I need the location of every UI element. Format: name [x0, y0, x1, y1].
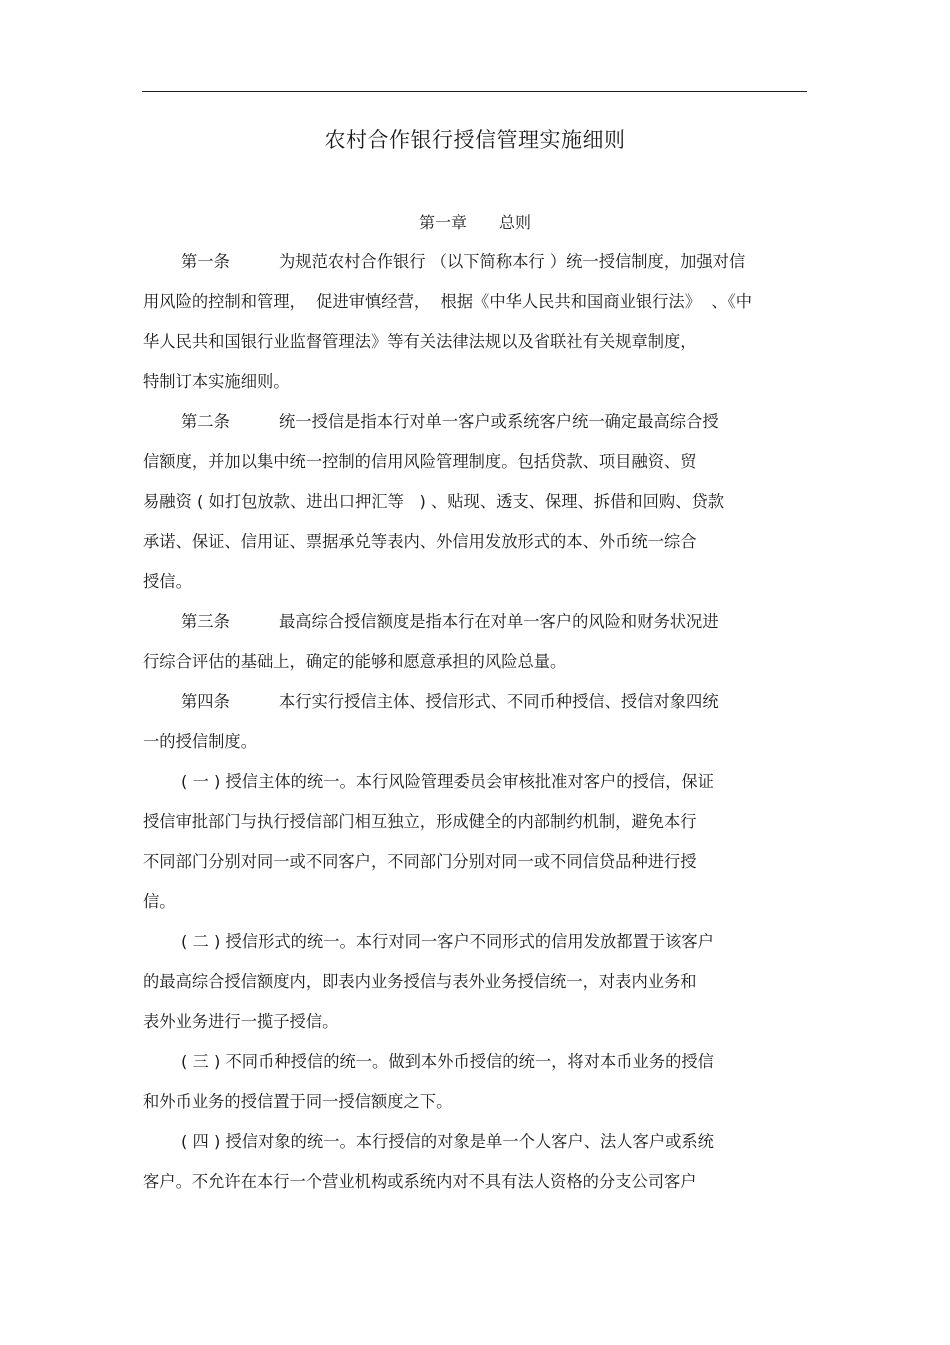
article-4-line-1: 第四条 本行实行授信主体、授信形式、不同币种授信、授信对象四统	[181, 692, 719, 711]
document-title: 农村合作银行授信管理实施细则	[324, 128, 626, 152]
item-1-line-2: 授信审批部门与执行授信部门相互独立，形成健全的内部制约机制，避免本行	[143, 812, 697, 831]
item-3-line-2: 和外币业务的授信置于同一授信额度之下。	[143, 1092, 453, 1111]
article-2-label: 第二条	[181, 412, 230, 431]
article-3-line-1: 第三条 最高综合授信额度是指本行在对单一客户的风险和财务状况进	[181, 612, 719, 631]
article-2-line-5: 授信。	[143, 572, 192, 591]
chapter-number: 第一章	[418, 213, 467, 232]
article-2-line-2: 信额度，并加以集中统一控制的信用风险管理制度。包括贷款、项目融资、贸	[143, 452, 697, 471]
article-2-line-4: 承诺、保证、信用证、票据承兑等表内、外信用发放形式的本、外币统一综合	[143, 532, 697, 551]
item-2-line-2: 的最高综合授信额度内，即表内业务授信与表外业务授信统一，对表内业务和	[143, 972, 697, 991]
item-2-line-3: 表外业务进行一揽子授信。	[143, 1012, 339, 1031]
item-1-line-1: ( 一 ) 授信主体的统一。本行风险管理委员会审核批准对客户的授信，保证	[181, 772, 714, 791]
article-2-line-3: 易融资 ( 如打包放款、进出口押汇等 ) 、贴现、透支、保理、拆借和回购、贷款	[143, 492, 725, 511]
item-3-line-1: ( 三 ) 不同币种授信的统一。做到本外币授信的统一，将对本币业务的授信	[181, 1052, 714, 1071]
article-2-line-1: 第二条 统一授信是指本行对单一客户或系统客户统一确定最高综合授	[181, 412, 719, 431]
article-3-label: 第三条	[181, 612, 230, 631]
article-3-line-2: 行综合评估的基础上，确定的能够和愿意承担的风险总量。	[143, 652, 567, 671]
article-1-line-3: 华人民共和国银行业监督管理法》等有关法律法规以及省联社有关规章制度，	[143, 332, 697, 351]
item-4-line-2: 客户。不允许在本行一个营业机构或系统内对不具有法人资格的分支公司客户	[143, 1172, 697, 1191]
chapter-name: 总则	[499, 213, 532, 232]
item-1-line-3: 不同部门分别对同一或不同客户，不同部门分别对同一或不同信贷品种进行授	[143, 852, 697, 871]
article-1-line-1: 第一条 为规范农村合作银行 （以下简称本行 ）统一授信制度，加强对信	[181, 252, 746, 271]
article-1-line-2: 用风险的控制和管理， 促进审慎经营， 根据《中华人民共和国商业银行法》 、《中	[143, 292, 753, 311]
article-4-line-2: 一的授信制度。	[143, 732, 257, 751]
article-1-label: 第一条	[181, 252, 230, 271]
item-2-line-1: ( 二 ) 授信形式的统一。本行对同一客户不同形式的信用发放都置于该客户	[181, 932, 714, 951]
article-1-line-4: 特制订本实施细则。	[143, 372, 290, 391]
item-4-line-1: ( 四 ) 授信对象的统一。本行授信的对象是单一个人客户、法人客户或系统	[181, 1132, 714, 1151]
item-1-line-4: 信。	[143, 892, 176, 911]
header-rule	[142, 91, 807, 92]
article-4-label: 第四条	[181, 692, 230, 711]
chapter-heading	[0, 210, 950, 233]
